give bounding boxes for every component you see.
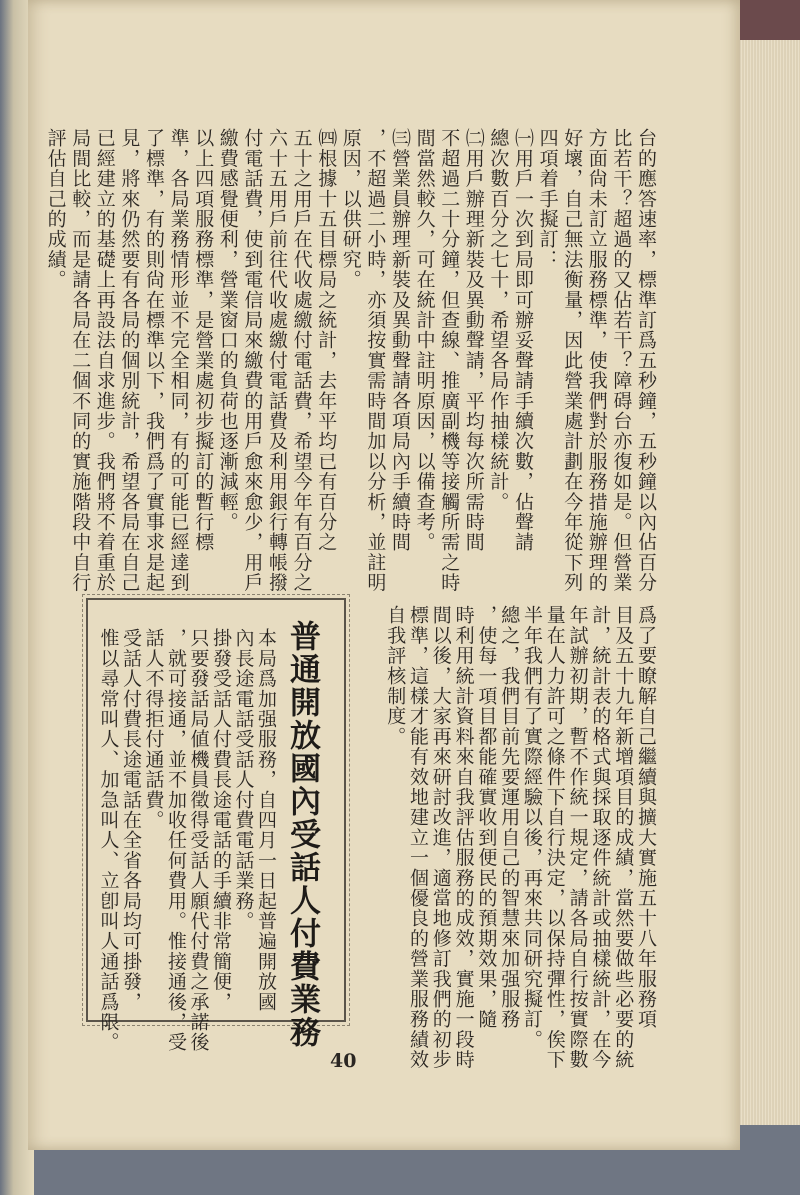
text-column: 自我評核制度。 bbox=[384, 605, 407, 747]
text-column: 間當然較久，可在統計中註明原因，以備查考。 bbox=[413, 128, 436, 553]
text-column: 總之，我們目前先要運用自己的智慧來加强服務 bbox=[498, 605, 521, 1030]
text-column: 了標準，有的則尙在標準以下，我們爲了實事求是起 bbox=[143, 128, 165, 593]
text-column: 總次數百分之七十，希望各局作抽樣統計。 bbox=[487, 128, 510, 512]
text-column: ㈣根據十五目標局之統計，去年平均已有百分之 bbox=[315, 128, 338, 553]
text-column: ，使每一項目都能確實收到便民的預期效果，隨 bbox=[475, 605, 498, 1030]
text-column: 比若干？超過的又佔若干？障碍台亦復如是。但營業 bbox=[610, 128, 633, 593]
text-column: 目及五十九年新增項目的成績，當然要做些必要的統 bbox=[612, 605, 635, 1070]
text-column: 方面尙未訂立服務標準，使我們對於服務措施辦理的 bbox=[585, 128, 608, 593]
text-column: 話人不得拒付通話費。 bbox=[142, 628, 165, 830]
text-column: 已經建立的基礎上再設法自求進步。我們將不着重於 bbox=[93, 128, 116, 593]
text-column: 不超過二十分鐘，但查線、推廣副機等接觸所需之時 bbox=[438, 128, 461, 593]
text-column: 評估自己的成績。 bbox=[44, 128, 67, 290]
text-column: ㈠用戶一次到局即可辦妥聲請手續次數，佔聲請 bbox=[512, 128, 534, 553]
text-column: 惟以尋常叫人、加急叫人、立卽叫人通話爲限。 bbox=[97, 628, 120, 1053]
text-column: 半年我們有了實際經驗以後，再來共同研究擬訂。 bbox=[521, 605, 543, 1050]
text-column: 局間比較，而是請各局在二個不同的實施階段中自行 bbox=[69, 128, 92, 593]
text-column: 見，將來仍然要有各局的個別統計，希望各局在自己 bbox=[118, 128, 141, 593]
page-number: 40 bbox=[330, 1050, 357, 1072]
text-column: 計，統計表的格式與採取逐件統計或抽樣統計，在今 bbox=[589, 605, 612, 1070]
text-column: ㈡用戶辦理新裝及異動聲請，平均每次所需時間 bbox=[462, 128, 485, 553]
text-column: 掛發受話人付費長途電話的手續非常簡便， bbox=[210, 628, 232, 1012]
text-column: 內長途電話受話人付費電話業務。 bbox=[232, 628, 255, 931]
text-column: 五十之用戶在代收處繳付電話費，希望今年有百分之 bbox=[290, 128, 313, 593]
text-column: ㈢營業員辦理新裝及異動聲請各項局內手續時間 bbox=[389, 128, 411, 553]
text-column: 爲了要瞭解自己繼續與擴大實施五十八年服務項 bbox=[635, 605, 657, 1030]
text-column: 六十五用戶前往代收處繳付電話費及利用銀行轉帳撥 bbox=[266, 128, 288, 593]
text-column: 時利用統計資料來自我評估服務的成效，實施一段時 bbox=[452, 605, 475, 1070]
text-column: 準，各局業務情形並不完全相同，有的可能已經達到 bbox=[167, 128, 190, 593]
text-column: 只要發話局値機員徵得受話人願代付費之承諾後 bbox=[187, 628, 210, 1053]
text-column: 量在人力許可之條件下自行決定，以保持彈性，俟下 bbox=[543, 605, 566, 1070]
text-column: 原因，以供研究。 bbox=[339, 128, 362, 290]
text-column: 付電話費，使到電信局來繳費的用戶愈來愈少，用戶 bbox=[241, 128, 264, 593]
page-stack-edge bbox=[734, 40, 800, 1125]
text-column: 四項着手擬訂： bbox=[536, 128, 559, 270]
text-column: 年試辦初期，暫不作統一規定，請各局自行按實際數 bbox=[566, 605, 589, 1070]
text-column: ，不超過二小時，亦須按實需時間加以分析，並註明 bbox=[364, 128, 387, 593]
text-column: 間以後，大家再來研討改進，適當地修訂我們的初步 bbox=[429, 605, 452, 1070]
text-column: 好壞，自己無法衡量，因此營業處計劃在今年從下列 bbox=[561, 128, 584, 593]
text-column: 台的應答速率，標準訂爲五秒鐘，五秒鐘以內佔百分 bbox=[635, 128, 657, 593]
text-column: 標準，這樣才能有效地建立一個優良的營業服務績效 bbox=[407, 605, 429, 1070]
text-column: ，就可接通，並不加收任何費用。惟接通後，受 bbox=[165, 628, 187, 1053]
text-column: 受話人付費長途電話在全省各局均可掛發， bbox=[120, 628, 142, 1012]
text-column: 繳費感覺便利，營業窗口的負荷也逐漸減輕。 bbox=[216, 128, 239, 532]
text-column: 以上四項服務標準，是營業處初步擬訂的暫行標 bbox=[192, 128, 215, 553]
text-column: 本局爲加强服務，自四月一日起普遍開放國 bbox=[255, 628, 277, 1012]
announcement-title: 普通開放國內受話人付費業務 bbox=[284, 620, 320, 1049]
